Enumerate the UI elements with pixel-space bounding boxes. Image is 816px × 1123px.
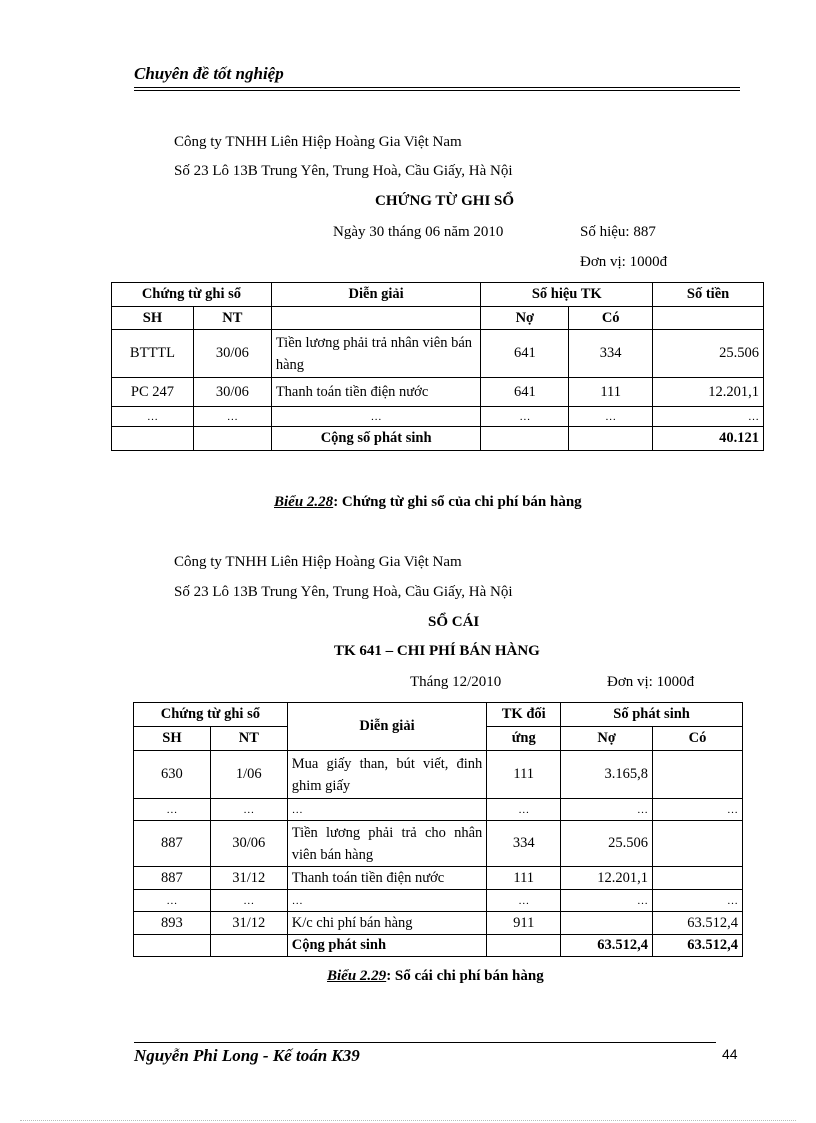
voucher-col-voucher: Chứng từ ghi sổ <box>112 283 272 307</box>
ledger-cell-debit <box>561 912 653 935</box>
ledger-cell-sh: 887 <box>134 821 211 867</box>
table-row <box>134 867 743 890</box>
ledger-col-credit: Có <box>653 727 743 751</box>
voucher-col-debit: Nợ <box>481 307 569 330</box>
voucher-total-blank-2 <box>193 427 271 451</box>
ledger-col-amount: Số phát sinh <box>561 703 743 727</box>
voucher-col-credit: Có <box>569 307 653 330</box>
ledger-cell-nt: 30/06 <box>210 821 287 867</box>
ledger-total-blank-1 <box>134 935 211 957</box>
ledger-total-label: Cộng phát sinh <box>287 935 487 957</box>
ledger-cell-account: 111 <box>487 751 561 799</box>
ledger-col-account-1: TK đối <box>487 703 561 727</box>
voucher-cell-desc: … <box>271 407 481 427</box>
ledger-cell-credit: … <box>653 799 743 821</box>
ledger-cell-credit <box>653 821 743 867</box>
header-rule-thin <box>134 90 740 91</box>
ledger-cell-desc: K/c chi phí bán hàng <box>287 912 487 935</box>
voucher-cell-debit: 641 <box>481 330 569 378</box>
footer-rule <box>134 1042 716 1043</box>
ledger-cell-desc: … <box>287 890 487 912</box>
ledger-cell-debit: 3.165,8 <box>561 751 653 799</box>
voucher-cell-desc: Thanh toán tiền điện nước <box>271 378 481 407</box>
ledger-col-account-2: ứng <box>487 727 561 751</box>
voucher-col-sh: SH <box>112 307 194 330</box>
ledger-subtitle: TK 641 – CHI PHÍ BÁN HÀNG <box>334 643 540 659</box>
ledger-cell-sh: 630 <box>134 751 211 799</box>
voucher-head-row-1 <box>112 283 764 307</box>
table-row <box>134 799 743 821</box>
ledger-caption-label: Biểu 2.29 <box>327 968 387 984</box>
footer-author: Nguyễn Phi Long - Kế toán K39 <box>134 1046 360 1065</box>
page-number: 44 <box>722 1046 738 1062</box>
voucher-cell-debit: … <box>481 407 569 427</box>
voucher-cell-amount: 25.506 <box>653 330 764 378</box>
ledger-total-blank-2 <box>210 935 287 957</box>
table-row <box>112 378 764 407</box>
ledger-cell-account: … <box>487 799 561 821</box>
voucher-total-value: 40.121 <box>653 427 764 451</box>
ledger-cell-account: 111 <box>487 867 561 890</box>
voucher-col-account: Số hiệu TK <box>481 283 653 307</box>
voucher-address: Số 23 Lô 13B Trung Yên, Trung Hoà, Cầu Giấy, Hà Nội <box>174 163 513 179</box>
ledger-title: SỔ CÁI <box>428 614 480 630</box>
voucher-col-nt: NT <box>193 307 271 330</box>
ledger-cell-debit: 25.506 <box>561 821 653 867</box>
ledger-cell-debit: … <box>561 799 653 821</box>
ledger-cell-desc: Tiền lương phải trả cho nhân viên bán hàng <box>287 821 487 867</box>
voucher-title: CHỨNG TỪ GHI SỔ <box>375 193 515 209</box>
ledger-total-blank-3 <box>487 935 561 957</box>
voucher-cell-amount: … <box>653 407 764 427</box>
voucher-cell-sh: … <box>112 407 194 427</box>
ledger-cell-sh: 887 <box>134 867 211 890</box>
page-edge-dotted-line <box>20 1120 796 1121</box>
ledger-cell-nt: 1/06 <box>210 751 287 799</box>
voucher-cell-nt: 30/06 <box>193 378 271 407</box>
ledger-unit: Đơn vị: 1000đ <box>607 674 695 690</box>
voucher-unit: Đơn vị: 1000đ <box>580 254 668 270</box>
ledger-cell-nt: … <box>210 890 287 912</box>
ledger-table <box>133 702 743 957</box>
ledger-col-nt: NT <box>210 727 287 751</box>
voucher-cell-debit: 641 <box>481 378 569 407</box>
voucher-head-row-2 <box>112 307 764 330</box>
voucher-date: Ngày 30 tháng 06 năm 2010 <box>333 224 504 240</box>
ledger-col-debit: Nợ <box>561 727 653 751</box>
ledger-col-desc: Diễn giải <box>287 703 487 751</box>
ledger-total-credit: 63.512,4 <box>653 935 743 957</box>
ledger-cell-account: 334 <box>487 821 561 867</box>
ledger-cell-credit: … <box>653 890 743 912</box>
voucher-total-blank-4 <box>569 427 653 451</box>
table-row <box>112 330 764 378</box>
ledger-total-row <box>134 935 743 957</box>
voucher-total-blank-1 <box>112 427 194 451</box>
voucher-caption <box>274 494 582 511</box>
ledger-cell-desc: Thanh toán tiền điện nước <box>287 867 487 890</box>
ledger-company: Công ty TNHH Liên Hiệp Hoàng Gia Việt Nam <box>174 554 462 570</box>
ledger-month: Tháng 12/2010 <box>410 674 502 690</box>
voucher-cell-credit: 334 <box>569 330 653 378</box>
voucher-table <box>111 282 764 451</box>
table-row <box>134 821 743 867</box>
voucher-cell-sh: BTTTL <box>112 330 194 378</box>
ledger-cell-sh: … <box>134 799 211 821</box>
voucher-caption-text: : Chứng từ ghi sổ của chi phí bán hàng <box>333 494 582 510</box>
ledger-cell-desc: Mua giấy than, bút viết, đinh ghim giấy <box>287 751 487 799</box>
ledger-cell-account: 911 <box>487 912 561 935</box>
voucher-col-desc: Diễn giải <box>271 283 481 307</box>
voucher-col-amount-blank <box>653 307 764 330</box>
ledger-cell-credit <box>653 751 743 799</box>
ledger-cell-nt: 31/12 <box>210 912 287 935</box>
voucher-col-desc-blank <box>271 307 481 330</box>
ledger-cell-nt: … <box>210 799 287 821</box>
voucher-number: Số hiệu: 887 <box>580 224 656 240</box>
ledger-cell-credit: 63.512,4 <box>653 912 743 935</box>
ledger-col-sh: SH <box>134 727 211 751</box>
voucher-total-label: Cộng số phát sinh <box>271 427 481 451</box>
table-row <box>134 751 743 799</box>
voucher-caption-label: Biểu 2.28 <box>274 494 334 510</box>
header-rule <box>134 87 740 88</box>
ledger-cell-debit: 12.201,1 <box>561 867 653 890</box>
ledger-cell-credit <box>653 867 743 890</box>
ledger-caption <box>327 968 544 985</box>
document-header: Chuyên đề tốt nghiệp <box>134 64 284 83</box>
voucher-total-blank-3 <box>481 427 569 451</box>
voucher-cell-nt: … <box>193 407 271 427</box>
ledger-col-voucher: Chứng từ ghi sổ <box>134 703 288 727</box>
voucher-cell-desc: Tiền lương phải trả nhân viên bán hàng <box>271 330 481 378</box>
ledger-cell-desc: … <box>287 799 487 821</box>
voucher-total-row <box>112 427 764 451</box>
voucher-cell-credit: 111 <box>569 378 653 407</box>
table-row <box>134 912 743 935</box>
voucher-cell-nt: 30/06 <box>193 330 271 378</box>
ledger-address: Số 23 Lô 13B Trung Yên, Trung Hoà, Cầu Giấy, Hà Nội <box>174 584 513 600</box>
table-row <box>134 890 743 912</box>
voucher-cell-sh: PC 247 <box>112 378 194 407</box>
ledger-cell-sh: 893 <box>134 912 211 935</box>
ledger-head-row-1 <box>134 703 743 727</box>
ledger-cell-account: … <box>487 890 561 912</box>
voucher-cell-credit: … <box>569 407 653 427</box>
ledger-cell-debit: … <box>561 890 653 912</box>
table-row <box>112 407 764 427</box>
ledger-cell-sh: … <box>134 890 211 912</box>
voucher-company: Công ty TNHH Liên Hiệp Hoàng Gia Việt Nam <box>174 134 462 150</box>
voucher-cell-amount: 12.201,1 <box>653 378 764 407</box>
ledger-cell-nt: 31/12 <box>210 867 287 890</box>
ledger-caption-text: : Sổ cái chi phí bán hàng <box>386 968 544 984</box>
ledger-total-debit: 63.512,4 <box>561 935 653 957</box>
voucher-col-amount: Số tiền <box>653 283 764 307</box>
